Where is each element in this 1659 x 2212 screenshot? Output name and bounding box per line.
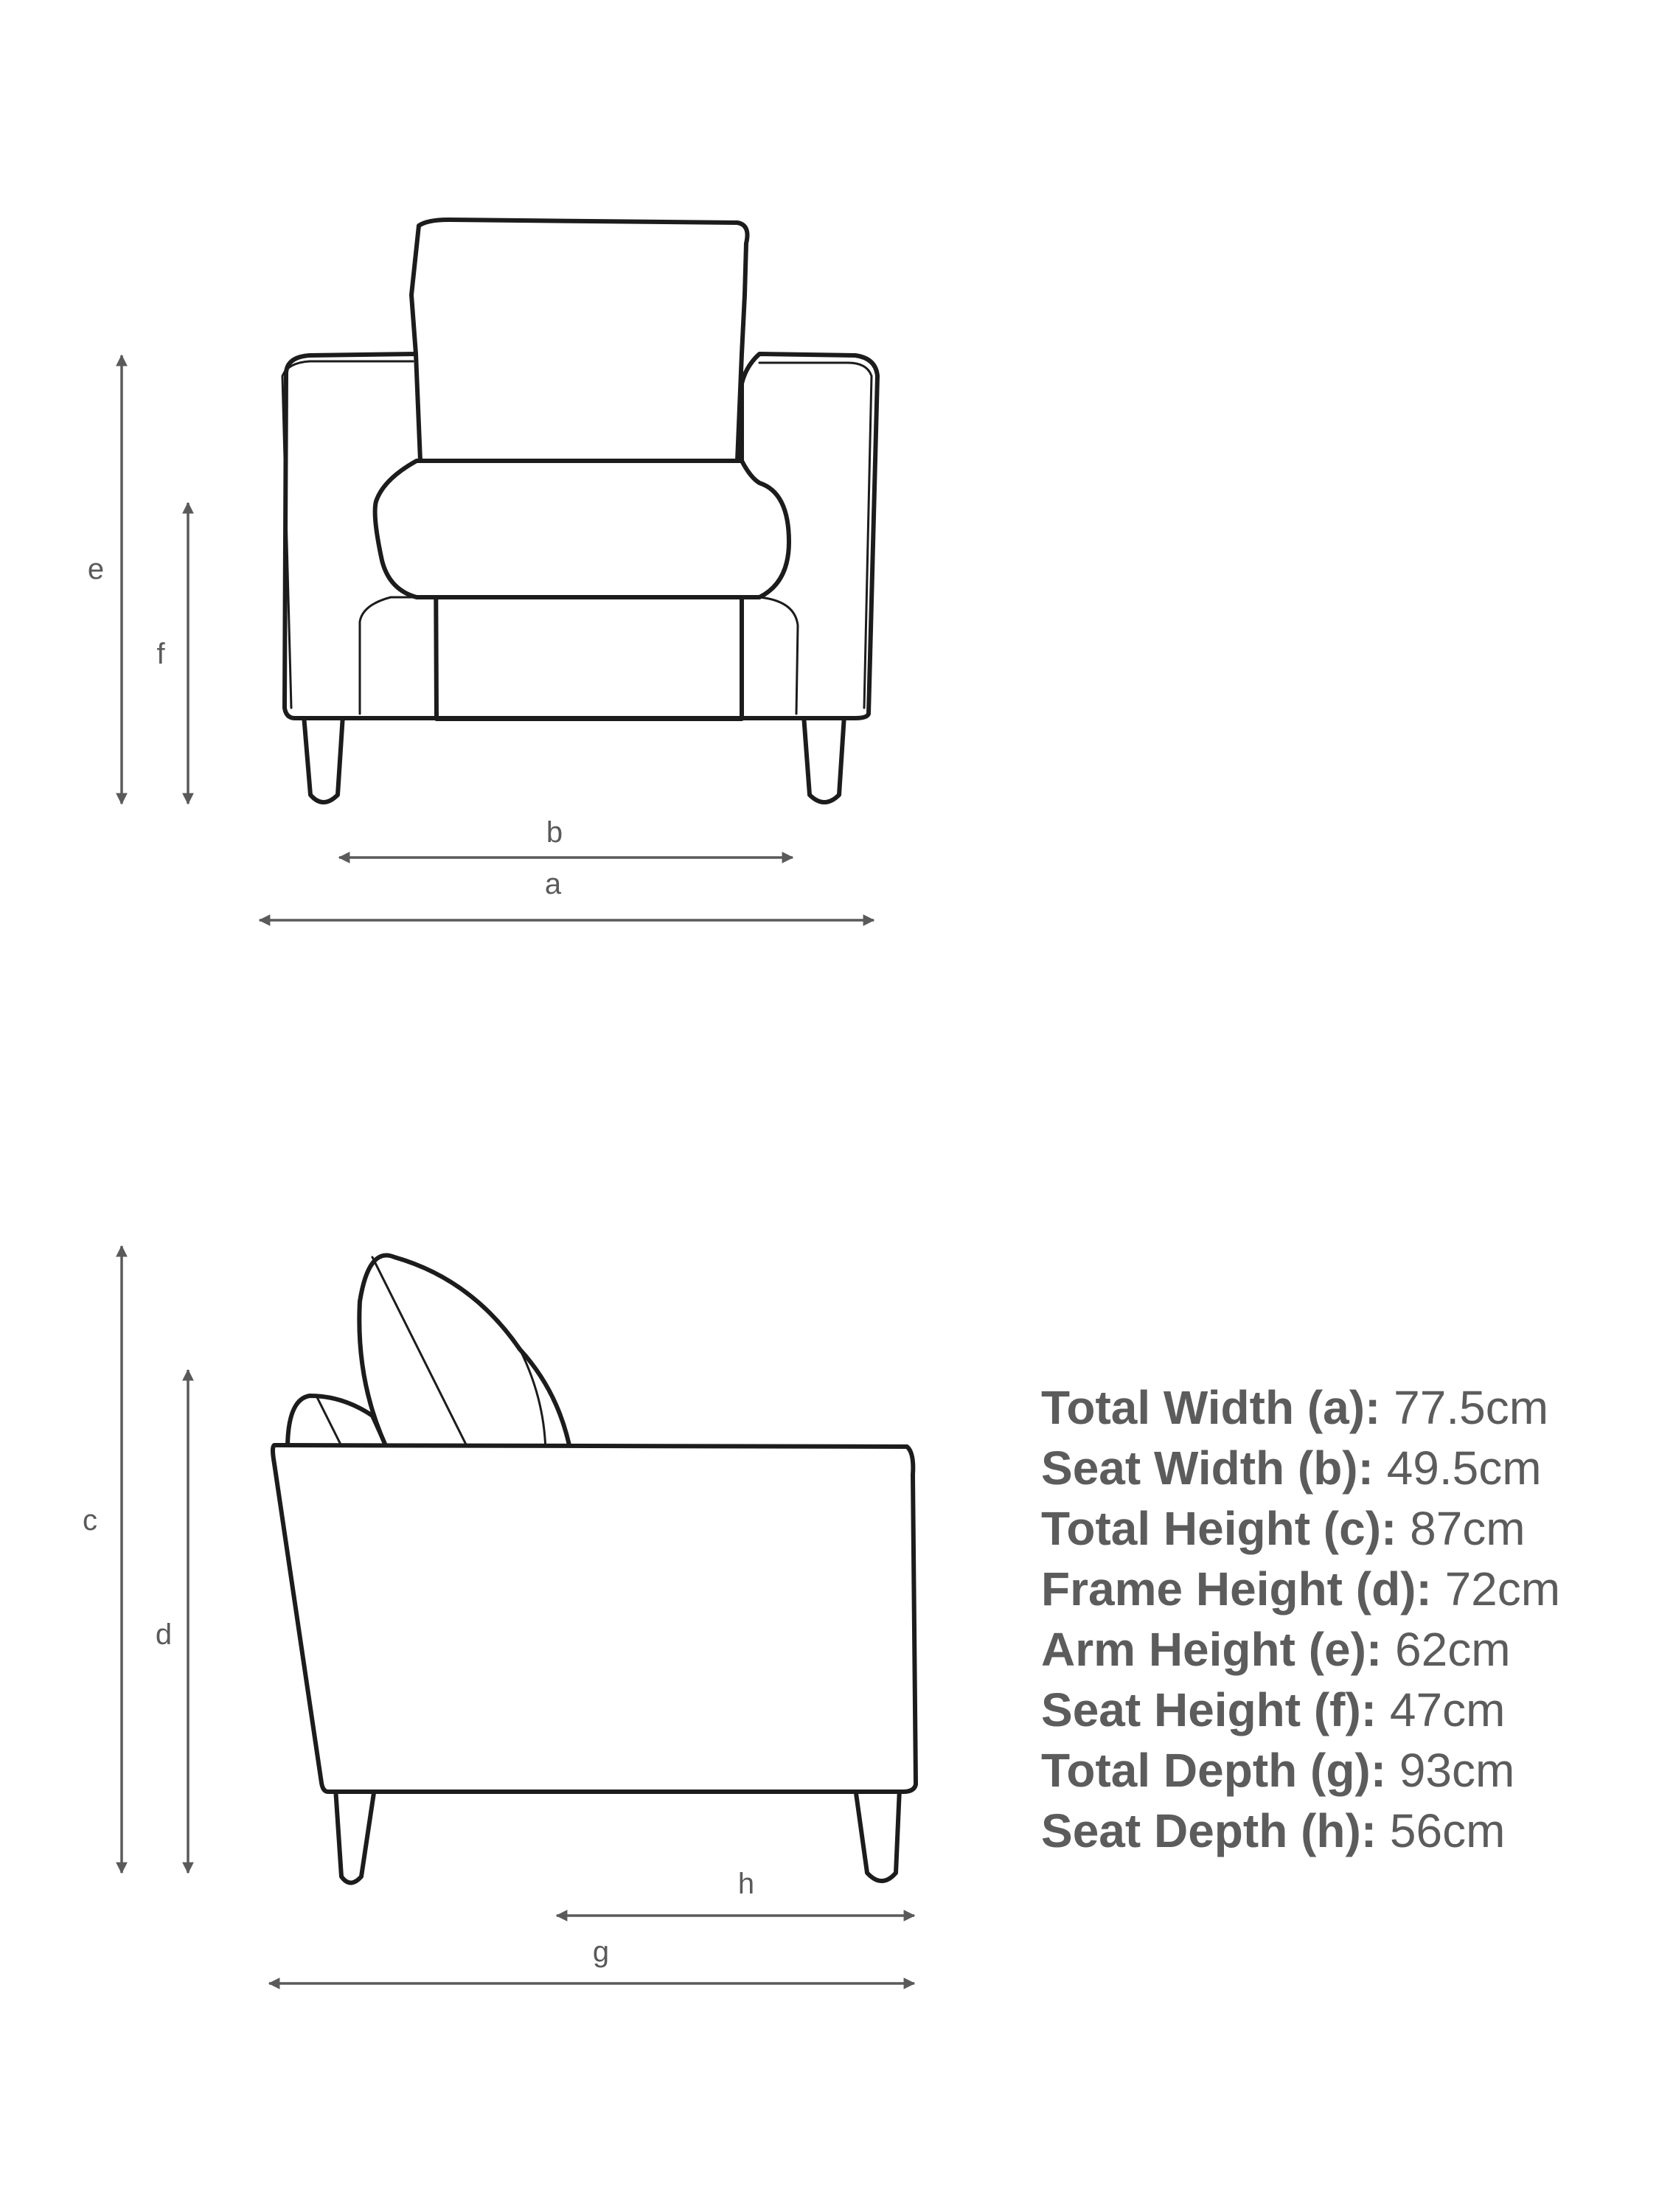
spec-value: 56cm	[1389, 1804, 1506, 1857]
spec-label: Arm Height (e):	[1041, 1623, 1382, 1676]
spec-arm-height	[1041, 1619, 1646, 1680]
spec-label: Seat Depth (h):	[1041, 1804, 1377, 1857]
spec-seat-depth	[1041, 1801, 1646, 1861]
dimension-label-g: g	[592, 1935, 610, 1968]
spec-value: 72cm	[1444, 1562, 1561, 1615]
dimension-label-f: f	[156, 638, 165, 670]
spec-total-width	[1041, 1377, 1646, 1438]
dimension-spec-list	[1041, 1377, 1646, 1861]
dimension-label-b: b	[546, 816, 563, 849]
armchair-side-view	[273, 1256, 916, 1883]
spec-label: Frame Height (d):	[1041, 1562, 1432, 1615]
side-back-cushion-front	[359, 1256, 571, 1457]
spec-label: Seat Height (f):	[1041, 1683, 1377, 1736]
side-back-leg	[335, 1788, 375, 1883]
dimension-label-h: h	[737, 1868, 755, 1900]
dimension-label-c: c	[83, 1504, 97, 1537]
spec-value: 77.5cm	[1394, 1381, 1548, 1434]
spec-total-height	[1041, 1498, 1646, 1559]
spec-label: Seat Width (b):	[1041, 1441, 1374, 1495]
dimension-label-e: e	[87, 553, 105, 585]
spec-frame-height	[1041, 1559, 1646, 1619]
spec-label: Total Height (c):	[1041, 1502, 1397, 1555]
side-body-outline	[273, 1445, 916, 1792]
spec-label: Total Width (a):	[1041, 1381, 1381, 1434]
spec-value: 62cm	[1395, 1623, 1511, 1676]
front-right-leg	[804, 715, 844, 802]
spec-value: 49.5cm	[1386, 1441, 1542, 1495]
spec-value: 93cm	[1399, 1744, 1515, 1797]
spec-label: Total Depth (g):	[1041, 1744, 1387, 1797]
armchair-front-view	[282, 220, 877, 802]
spec-seat-width	[1041, 1438, 1646, 1498]
spec-value: 47cm	[1389, 1683, 1506, 1736]
spec-seat-height	[1041, 1680, 1646, 1740]
dimension-label-a: a	[544, 868, 562, 900]
front-left-leg	[304, 715, 343, 802]
spec-value: 87cm	[1410, 1502, 1526, 1555]
spec-total-depth	[1041, 1740, 1646, 1801]
side-front-leg	[855, 1788, 900, 1881]
dimension-label-d: d	[155, 1618, 173, 1651]
front-back-cushion	[411, 220, 748, 461]
front-seat-cushion	[375, 461, 789, 597]
